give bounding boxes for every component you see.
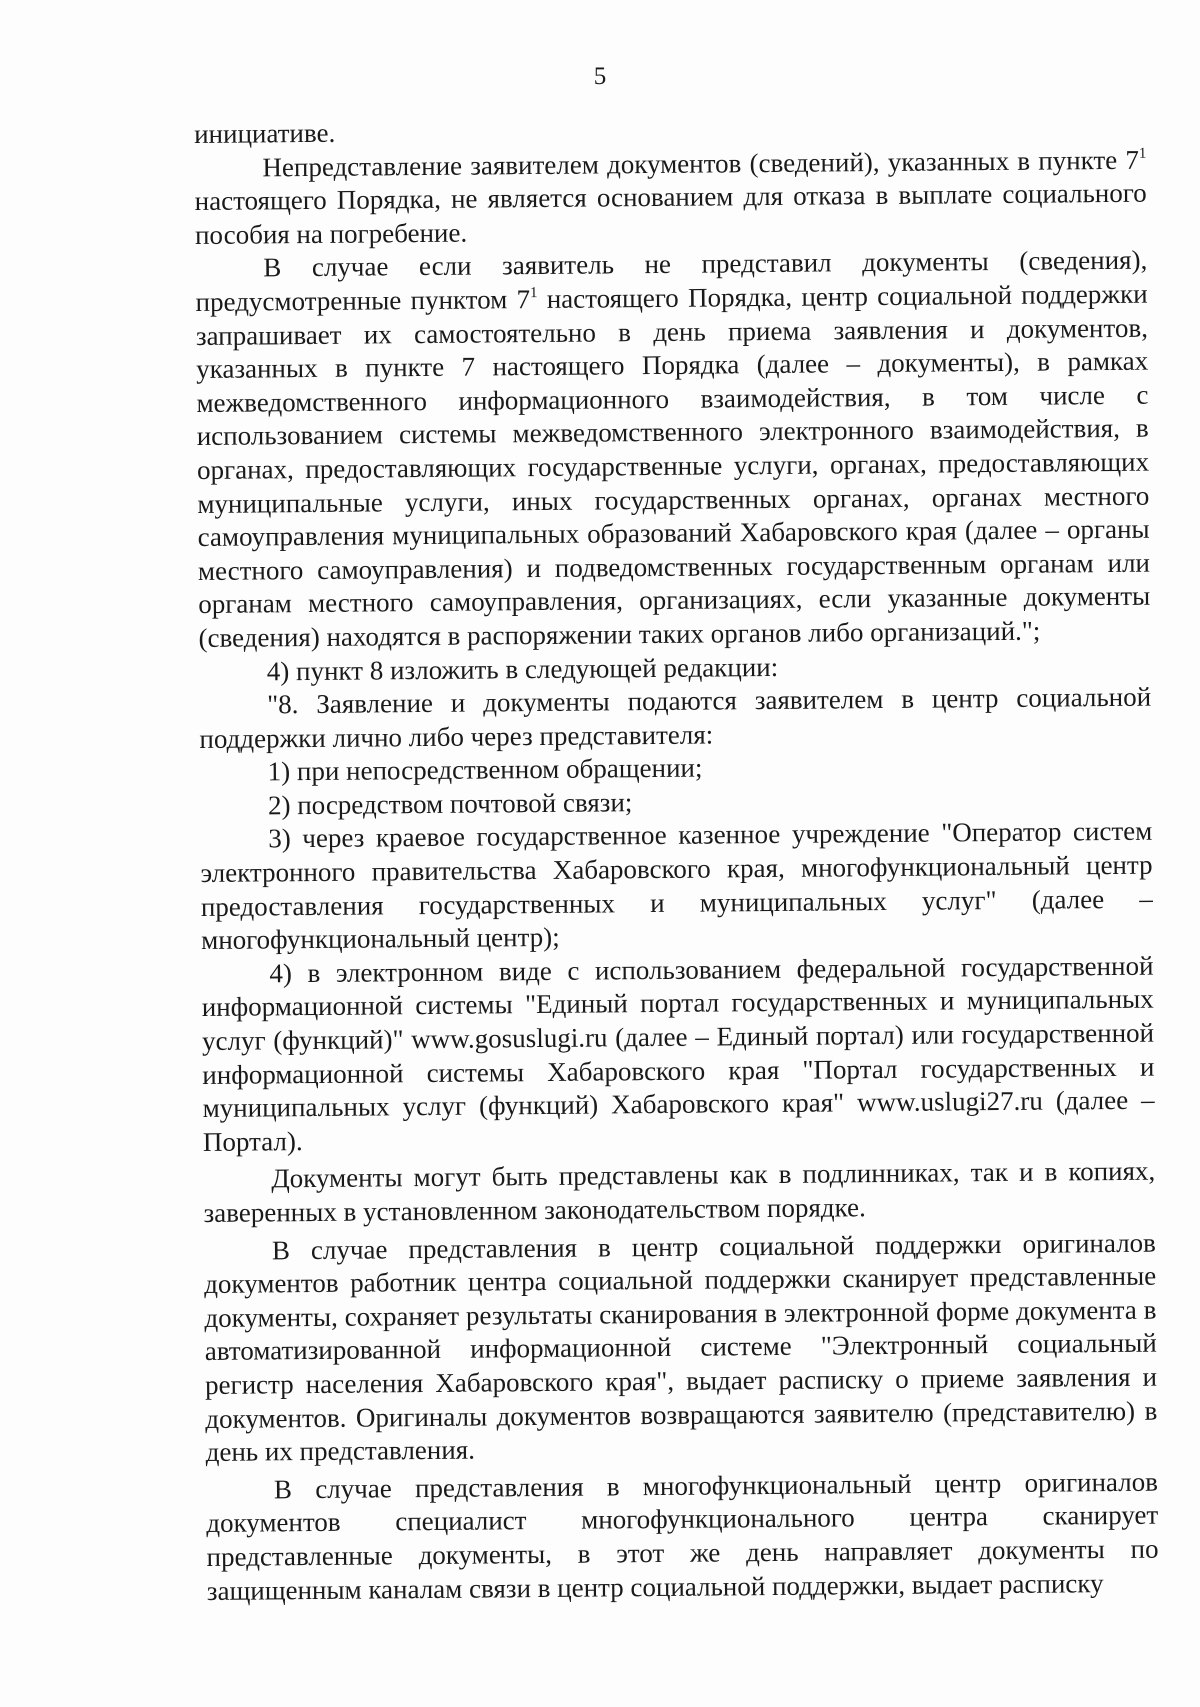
list-item-mfc: 3) через краевое государственное казенное учреждение "Оператор систем электронного правительства Хабаровского края, многофункциональный центр предоставления государственных и муниципальных услуг" (далее – многофункциональный центр); bbox=[200, 816, 1153, 956]
superscript: 1 bbox=[529, 284, 538, 302]
list-item-by-post: 2) посредством почтовой связи; bbox=[267, 787, 633, 821]
paragraph-continuation: инициативе. bbox=[194, 117, 336, 149]
paragraph-clause-8: "8. Заявление и документы подаются заявителем в центр социальной поддержки лично либо через представителя: bbox=[199, 681, 1152, 754]
paragraph-copies: Документы могут быть представлены как в подлинниках, так и в копиях, заверенных в установленном законодательством порядке. bbox=[203, 1156, 1156, 1228]
paragraph-text: В случае если заявитель не представил документы (сведения), предусмотренные пунктом 7 bbox=[195, 245, 1148, 317]
paragraph-amendment-item-4: 4) пункт 8 изложить в следующей редакции: bbox=[266, 651, 779, 686]
paragraph-text: настоящего Порядка, центр социальной поддержки запрашивает их самостоятельно в день приема заявления и документов, указанных в пункте 7 настоящего Порядка (далее – документы), в рамках межведомственного информационного взаимодействия, в том числе с использованием системы межведомственного электронного взаимодействия, в органах, предоставляющих государственные услуги, органах, предоставляющих муниципальные услуги, иных государственных органах, органах местного самоуправления муниципальных образований Хабаровского края (далее – органы местного самоуправления) и подведомственных государственным органам или органам местного самоуправления, организациях, если указанные документы (сведения) находятся в распоряжении таких органов либо организаций."; bbox=[195, 278, 1151, 653]
paragraph-text: настоящего Порядка, не является основанием для отказа в выплате социального пособия на погребение. bbox=[194, 177, 1147, 250]
paragraph-non-submission bbox=[194, 143, 1147, 252]
paragraph-originals-mfc: В случае представления в многофункциональный центр оригиналов документов специалист многофункционального центра сканирует представленные документы, в этот же день направляет документы по защищенным каналам связи в центр социальной поддержки, выдает расписку bbox=[206, 1466, 1159, 1606]
list-item-electronic: 4) в электронном виде с использованием федеральной государственной информационной системы "Единый портал государственных и муниципальных услуг (функций)" www.gosuslugi.ru (далее – Единый портал) или государственной информационной системы Хабаровского края "Портал государственных и муниципальных услуг (функций) Хабаровского края" www.uslugi27.ru (далее – Портал). bbox=[201, 950, 1155, 1157]
list-item-in-person: 1) при непосредственном обращении; bbox=[267, 752, 703, 787]
paragraph-originals-center: В случае представления в центр социальной поддержки оригиналов документов работник центра социальной поддержки сканирует представленные документы, сохраняет результаты сканирования в электронной форме документа в автоматизированной информационной системе "Электронный социальный регистр населения Хабаровского края", выдает расписку о приеме заявления и документов. Оригиналы документов возвращаются заявителю (представителю) в день их представления. bbox=[204, 1227, 1158, 1468]
paragraph-interagency-request bbox=[195, 244, 1150, 655]
superscript: 1 bbox=[1138, 145, 1147, 162]
paragraph-text: Непредставление заявителем документов (сведений), указанных в пункте 7 bbox=[262, 144, 1140, 182]
page-number: 5 bbox=[593, 63, 607, 90]
document-body bbox=[194, 110, 1159, 1608]
